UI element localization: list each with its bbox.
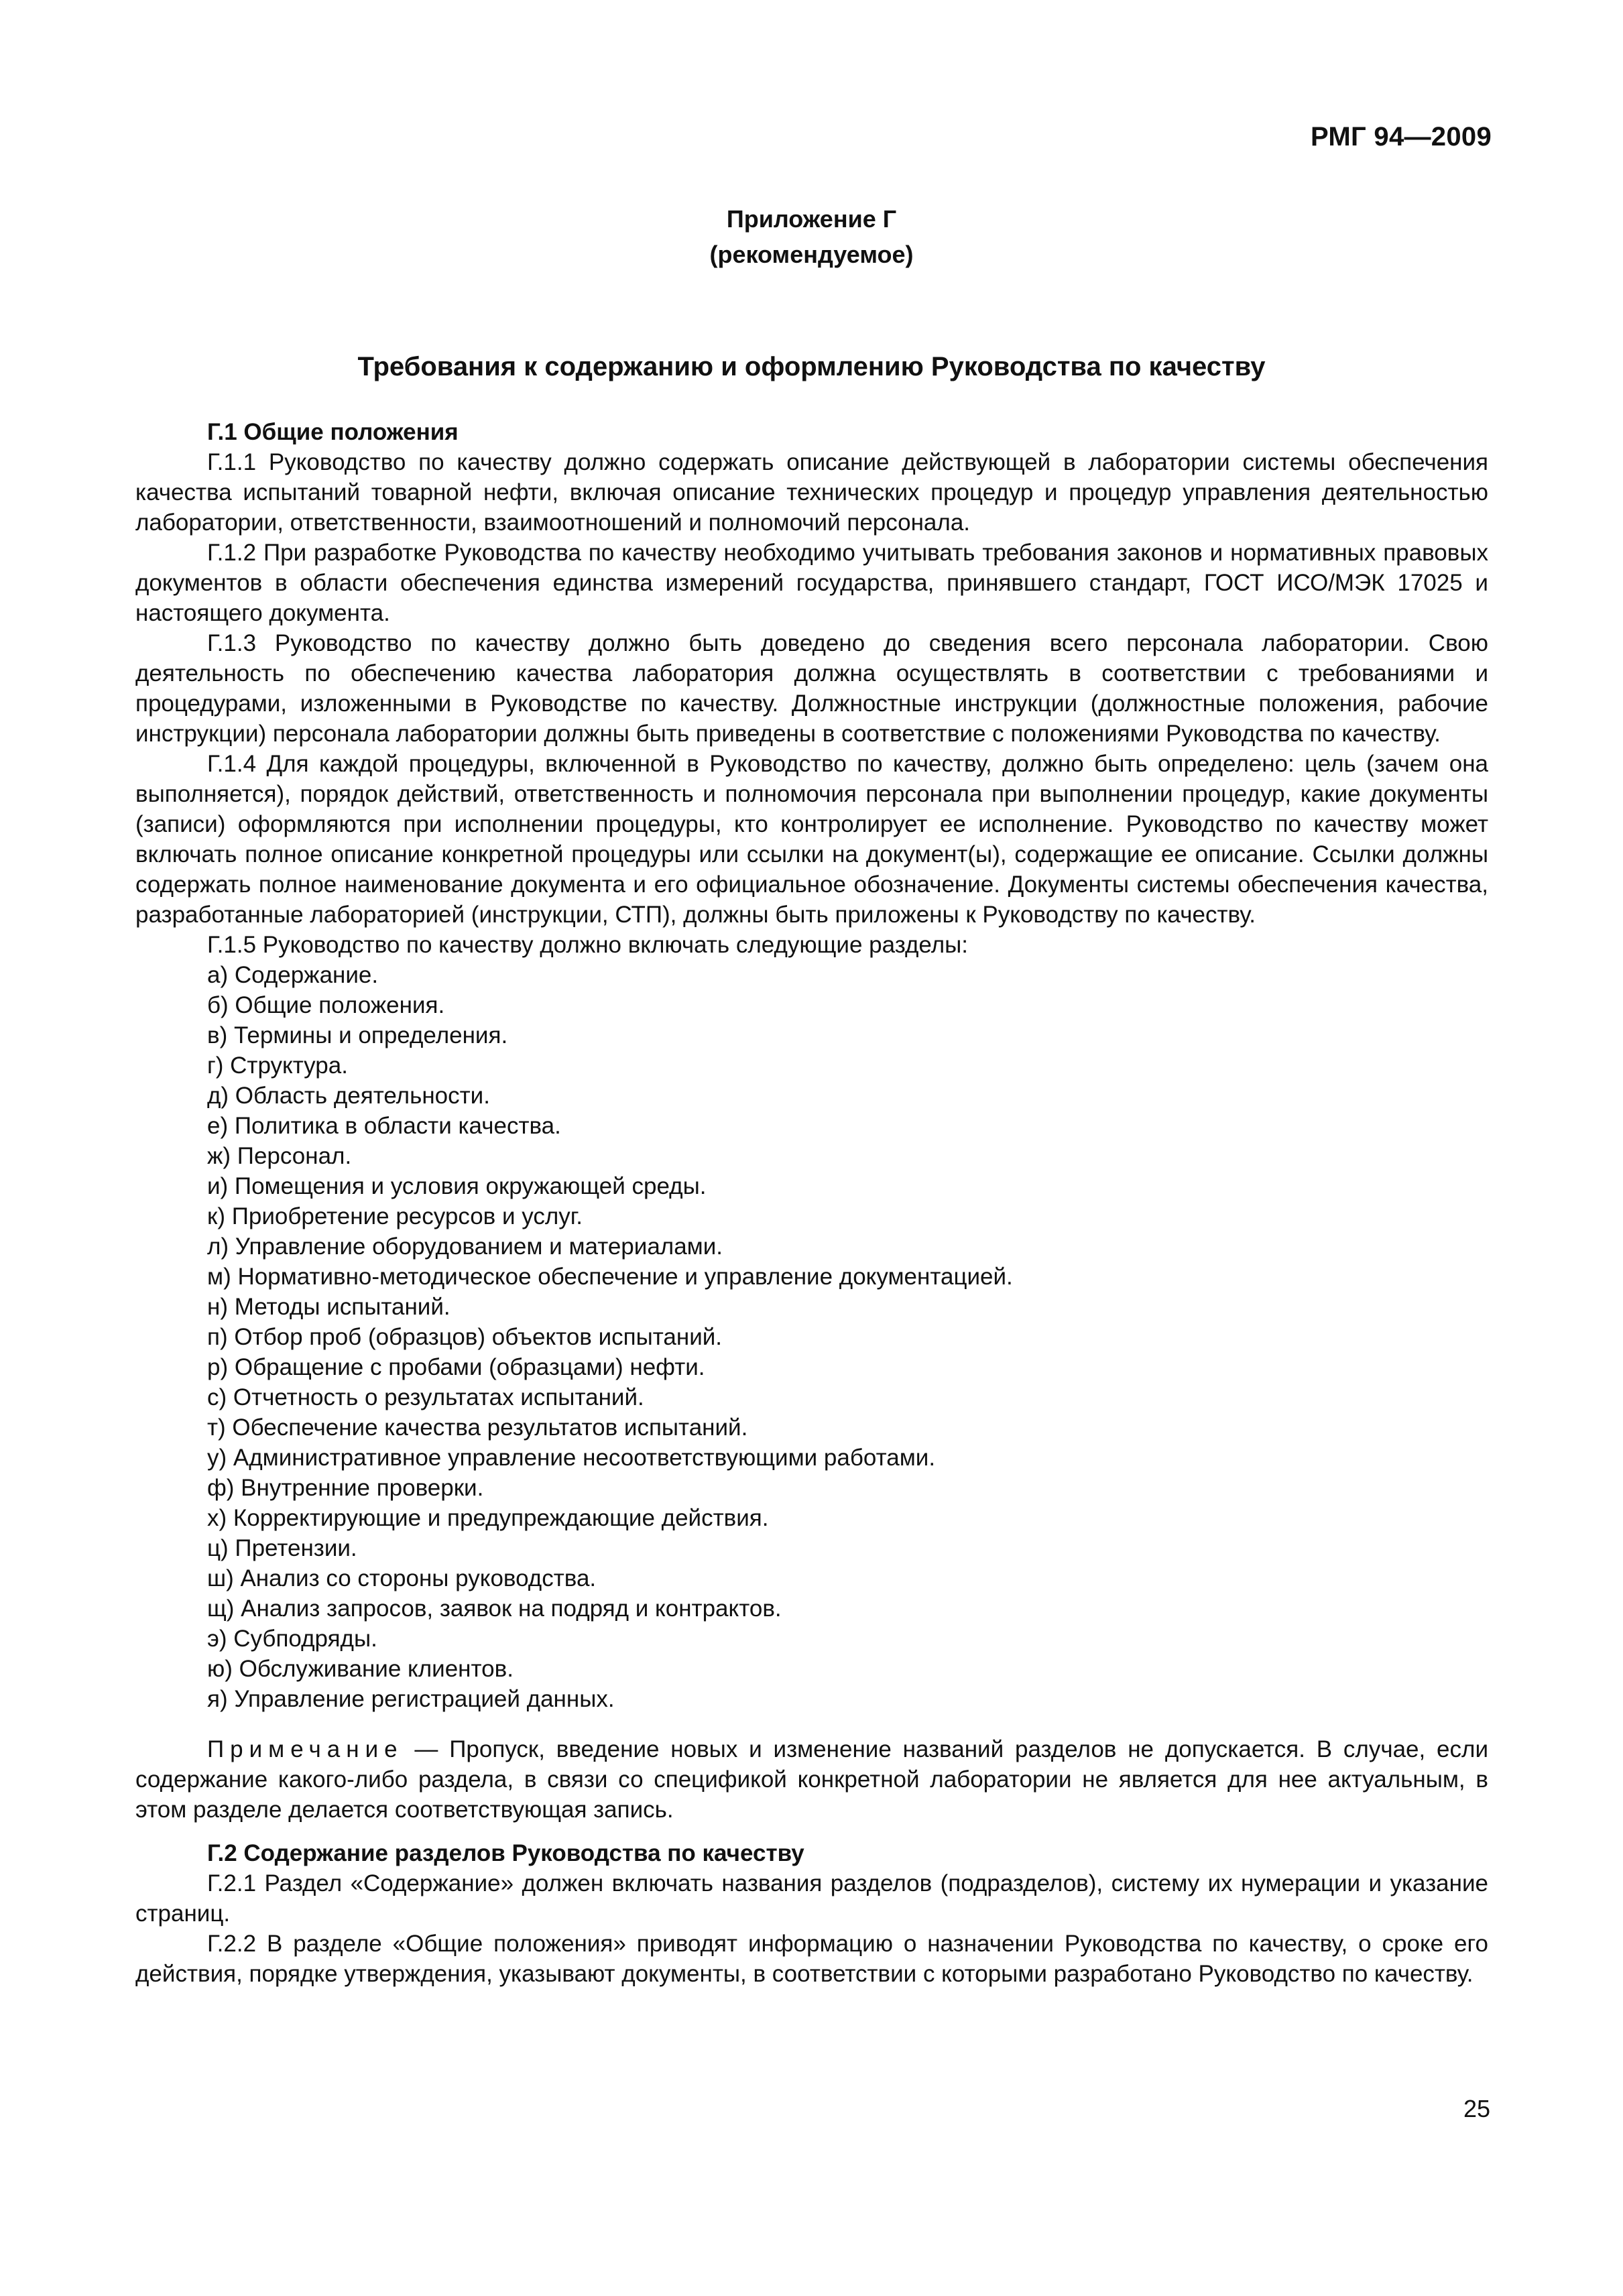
list-item: р) Обращение с пробами (образцами) нефти. (207, 1354, 705, 1380)
paragraph-g-1-1: Г.1.1 Руководство по качеству должно содержать описание действующей в лаборатории системы обеспечения качества испытаний товарной нефти, включая описание технических процедур и процедур управления деятельностью лаборатории, ответственности, взаимоотношений и полномочий персонала. (135, 449, 1488, 536)
list-item: в) Термины и определения. (207, 1022, 508, 1048)
list-item: э) Субподряды. (207, 1626, 377, 1652)
list-item: ц) Претензии. (207, 1535, 357, 1561)
paragraph-g-1-5: Г.1.5 Руководство по качеству должно включать следующие разделы: (207, 932, 969, 958)
sections-list (135, 960, 1488, 1714)
list-item: я) Управление регистрацией данных. (207, 1686, 615, 1712)
list-item: л) Управление оборудованием и материалами. (207, 1233, 723, 1260)
list-item: и) Помещения и условия окружающей среды. (207, 1173, 707, 1199)
paragraph-g-1-2: Г.1.2 При разработке Руководства по качеству необходимо учитывать требования законов и нормативных правовых документов в области обеспечения единства измерений государства, принявшего стандарт, ГОСТ ИСО/МЭК 17025 и настоящего документа. (135, 540, 1488, 626)
list-item: н) Методы испытаний. (207, 1294, 450, 1320)
note-paragraph (135, 1734, 1488, 1825)
list-item: к) Приобретение ресурсов и услуг. (207, 1203, 583, 1229)
section-1-heading: Г.1 Общие положения (207, 419, 459, 445)
main-title: Требования к содержанию и оформлению Руководства по качеству (357, 352, 1266, 381)
list-item: а) Содержание. (207, 962, 379, 988)
paragraph-g-1-4: Г.1.4 Для каждой процедуры, включенной в Руководство по качеству, должно быть определено: цель (зачем она выполняется), порядок действий, ответственность и полномочия персонала при выполнении процедур, какие документы (записи) оформляются при исполнении процедуры, кто контролирует ее исполнение. Руководство по качеству может включать полное описание конкретной процедуры или ссылки на документ(ы), содержащие ее описание. Ссылки должны содержать полное наименование документа и его официальное обозначение. Документы системы обеспечения качества, разработанные лабораторией (инструкции, СТП), должны быть приложены к Руководству по качеству. (135, 751, 1488, 928)
list-item: м) Нормативно-методическое обеспечение и управление документацией. (207, 1264, 1013, 1290)
section-2-heading: Г.2 Содержание разделов Руководства по качеству (207, 1840, 804, 1866)
list-item: с) Отчетность о результатах испытаний. (207, 1384, 644, 1410)
list-item: б) Общие положения. (207, 992, 445, 1018)
list-item: п) Отбор проб (образцов) объектов испытаний. (207, 1324, 723, 1350)
list-item: ш) Анализ со стороны руководства. (207, 1565, 597, 1591)
annex-subtitle: (рекомендуемое) (709, 241, 914, 268)
note-label: Примечание (207, 1736, 404, 1762)
list-item: т) Обеспечение качества результатов испытаний. (207, 1414, 748, 1441)
list-item: у) Административное управление несоответствующими работами. (207, 1445, 936, 1471)
note-text: — Пропуск, введение новых и изменение названий разделов не допускается. В случае, если содержание какого-либо раздела, в связи со спецификой конкретной лаборатории не является для нее актуальным, в этом разделе делается соответствующая запись. (135, 1736, 1488, 1823)
list-item: г) Структура. (207, 1052, 348, 1079)
list-item: д) Область деятельности. (207, 1083, 490, 1109)
annex-heading (0, 201, 1623, 272)
paragraph-g-2-2: Г.2.2 В разделе «Общие положения» приводят информацию о назначении Руководства по качеству, о сроке его действия, порядке утверждения, указывают документы, в соответствии с которыми разработано Руководство по качеству. (135, 1931, 1488, 1987)
list-item: ф) Внутренние проверки. (207, 1475, 484, 1501)
list-item: ю) Обслуживание клиентов. (207, 1656, 514, 1682)
document-body (135, 417, 1488, 1989)
annex-title: Приложение Г (726, 205, 897, 233)
list-item: щ) Анализ запросов, заявок на подряд и контрактов. (207, 1595, 782, 1622)
list-item: е) Политика в области качества. (207, 1113, 561, 1139)
list-item: х) Корректирующие и предупреждающие действия. (207, 1505, 769, 1531)
list-item: ж) Персонал. (207, 1143, 352, 1169)
page-number: 25 (1463, 2095, 1490, 2122)
paragraph-g-2-1: Г.2.1 Раздел «Содержание» должен включать названия разделов (подразделов), систему их нумерации и указание страниц. (135, 1870, 1488, 1927)
paragraph-g-1-3: Г.1.3 Руководство по качеству должно быть доведено до сведения всего персонала лаборатории. Свою деятельность по обеспечению качества лаборатория должна осуществлять в соответствии с требованиями и процедурами, изложенными в Руководстве по качеству. Должностные инструкции (должностные положения, рабочие инструкции) персонала лаборатории должны быть приведены в соответствие с положениями Руководства по качеству. (135, 630, 1488, 747)
document-code: РМГ 94—2009 (1310, 122, 1492, 152)
